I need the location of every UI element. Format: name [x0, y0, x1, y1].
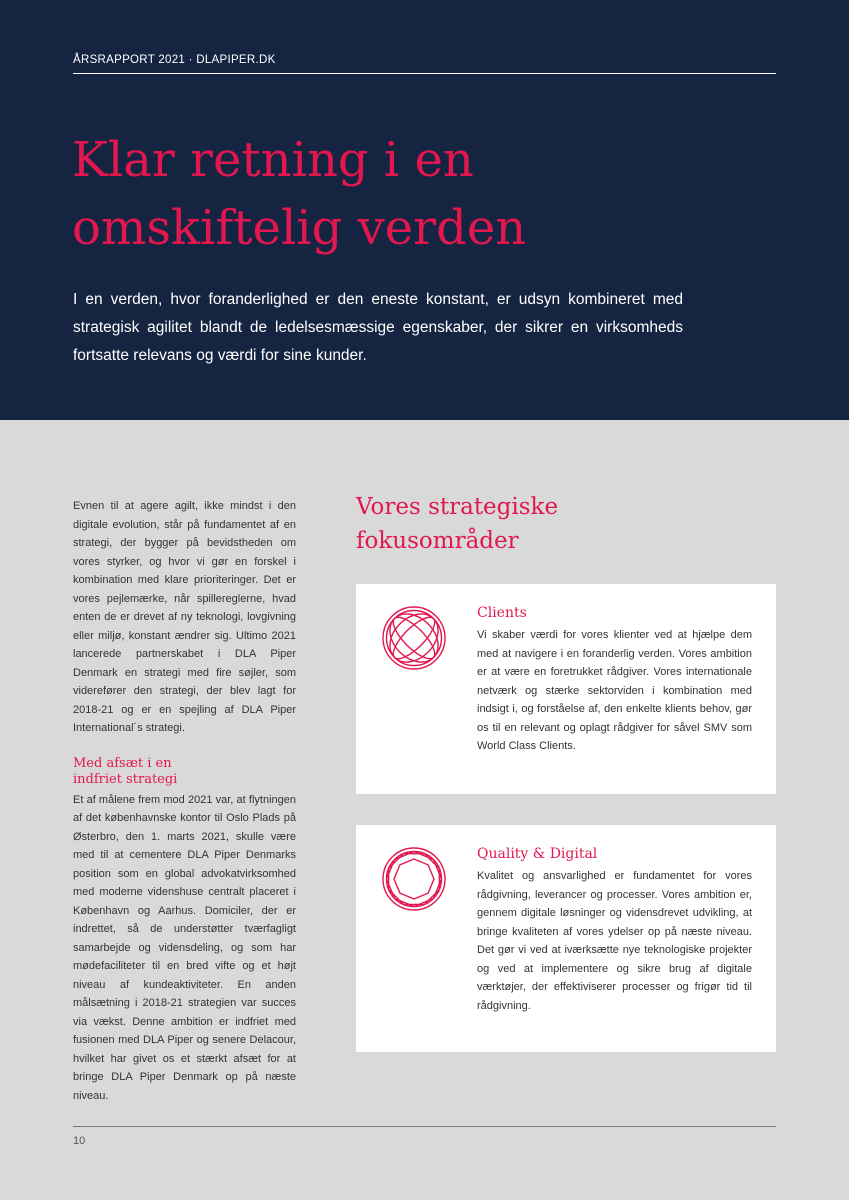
left-column: [73, 497, 296, 1105]
subheading-line-2: indfriet strategi: [73, 771, 178, 787]
globe-icon: [380, 604, 448, 672]
page-title-line-1: Klar retning i en: [72, 132, 474, 188]
subheading: [73, 756, 296, 788]
focus-title-line-2: fokusområder: [356, 528, 519, 554]
focus-section-title: [356, 490, 776, 558]
subheading-line-1: Med afsæt i en: [73, 755, 172, 771]
intro-paragraph: Evnen til at agere agilt, ikke mindst i den digitale evolution, står på fundamentet af en strategi, der bygger på bevidstheden om vores styrker, og hvor vi gør en forskel i kombination med klare prioriteringer. Det er vores pejlemærke, når spillereglerne, hvad enten de er drevet af ny teknologi, lovgivning eller miljø, konstant ændrer sig. Ultimo 2021 lancerede partnerskabet i DLA Piper Denmark en strategi med fire søjler, som viderefører den strategi, der blev lagt for 2018-21 og er en spejling af DLA Piper International´s strategi.: [73, 500, 296, 734]
card-title: Clients: [477, 605, 527, 621]
lead-paragraph: I en verden, hvor foranderlighed er den eneste konstant, er udsyn kombineret med strategisk agilitet blandt de ledelsesmæssige egenskaber, der sikrer en virksomheds fortsatte relevans og værdi for sine kunder.: [73, 291, 683, 364]
card-body: Kvalitet og ansvarlighed er fundamentet for vores rådgivning, leverancer og processer. Vores ambition er, gennem digitale løsninger og vidensdrevet udvikling, at bringe kvaliteten af vores ydelser op på næste niveau. Det gør vi ved at iværksætte nye teknologiske projekter og ved at implementere og sikre brug af digitale værktøjer, der effektiviserer processer og frigør tid til rådgivning.: [477, 870, 752, 1012]
card-title: Quality & Digital: [477, 846, 598, 862]
header-divider: [73, 73, 776, 74]
running-header: ÅRSRAPPORT 2021 · DLAPIPER.DK: [73, 54, 276, 66]
card-body: Vi skaber værdi for vores klienter ved at hjælpe dem med at navigere i en foranderlig verden. Vores ambition er at være en foretrukket rådgiver. Vores internationale netværk og stærke sektorviden i kombination med indsigt i, og forståelse af, den enkelte klients behov, gør os til en relevant og oplagt rådgiver for såvel SMV som World Class Clients.: [477, 629, 752, 752]
page-title-line-2: omskiftelig verden: [72, 200, 527, 256]
focus-card-clients: [356, 584, 776, 794]
page-title: [72, 126, 772, 262]
footer-divider: [73, 1126, 776, 1127]
page-number: 10: [73, 1135, 86, 1147]
focus-title-line-1: Vores strategiske: [356, 494, 559, 520]
hero-section: [0, 0, 849, 420]
focus-card-quality-digital: [356, 825, 776, 1052]
body-paragraph: Et af målene frem mod 2021 var, at flytningen af det københavnske kontor til Oslo Plads på Østerbro, den 1. marts 2021, skulle være med til at cementere DLA Piper Denmarks position som en global advokatvirksomhed med moderne videnshuse centralt placeret i København og Aarhus. Domiciler, der er indrettet, så de understøtter tværfagligt samarbejde og vidensdeling, og som har mødefaciliteter til en bred vifte og et højt niveau af kundeaktiviteter. En anden målsætning i 2018-21 strategien var succes via vækst. Denne ambition er indfriet med fusionen med DLA Piper og senere Delacour, hvilket har givet os et stærkt afsæt for at bringe DLA Piper Denmark op på næste niveau.: [73, 793, 296, 1102]
diamond-icon: [380, 845, 448, 913]
